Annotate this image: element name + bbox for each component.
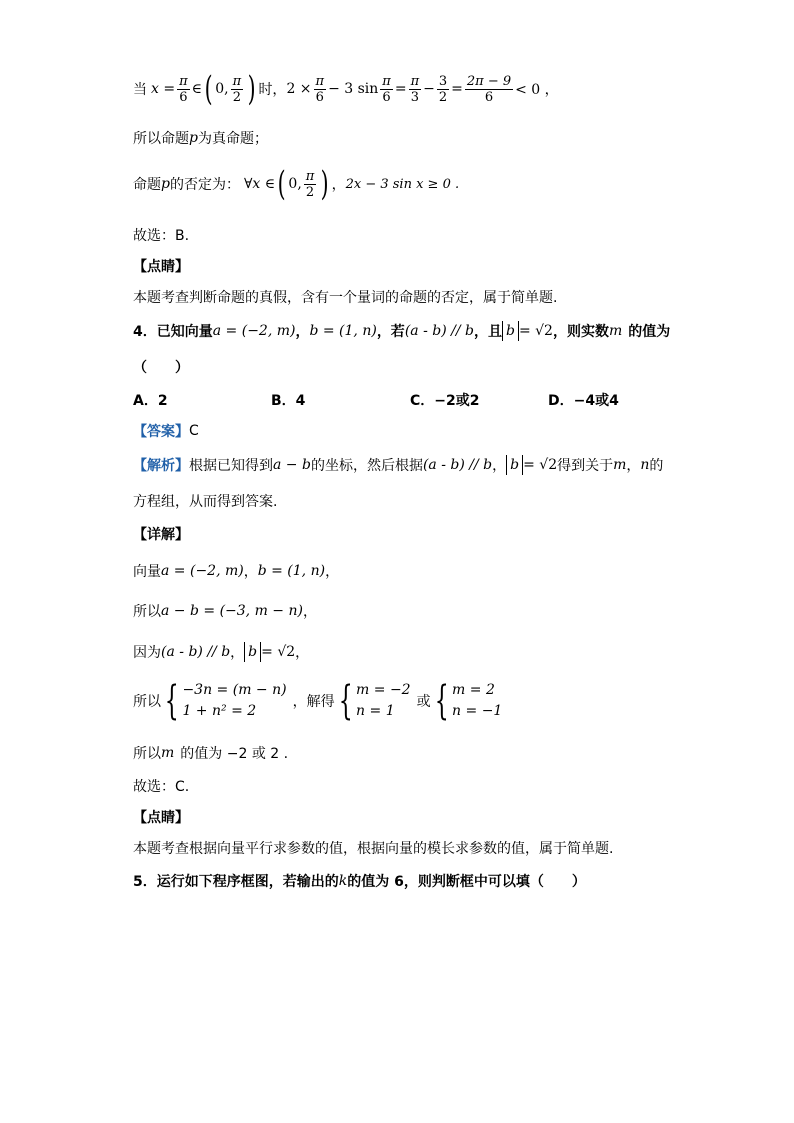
text-shi: 时， bbox=[258, 82, 287, 98]
negation-line: 命题 p 的否定为： ∀x ∈ ( 0, $\frac{\pi}{2}$ ) ， 2x − 3 sin x ≥ 0 . bbox=[133, 164, 460, 204]
comment-tag-2: 【点睛】 bbox=[133, 810, 189, 826]
solution-2: m = 2 n = −1 bbox=[452, 682, 503, 719]
option-b: B．4 bbox=[271, 393, 306, 409]
question-5: 5．运行如下程序框图，若输出的 k 的值为 6，则判断框中可以填（ ） bbox=[133, 873, 586, 890]
detail-line-5: 所以 m 的值为 −2 或 2 . bbox=[133, 745, 289, 762]
detail-line-3: 因为 (a - b) // b ， b = √2 ， bbox=[133, 644, 310, 661]
var-p: p bbox=[189, 130, 198, 146]
frac-3-2: $\frac{3}{2}$ bbox=[438, 73, 448, 105]
frac-2pi-9: $\frac{2\pi - 9}{6}$ bbox=[466, 73, 512, 105]
solution-1: m = −2 n = 1 bbox=[356, 682, 411, 719]
detail-line-1: 向量 a = (−2, m) ， b = (1, n) ， bbox=[133, 563, 340, 580]
comment-tag-1: 【点睛】 bbox=[133, 259, 189, 275]
option-c: C．−2或2 bbox=[410, 393, 480, 409]
eq-2: = bbox=[451, 81, 463, 97]
question-4-paren: （ ） bbox=[133, 360, 189, 376]
eq-1: = bbox=[394, 81, 407, 97]
expr-3sin: − 3 sin bbox=[328, 81, 379, 97]
answer-b-line: 故选：B. bbox=[133, 228, 190, 244]
detail-line-4: 所以 { −3n = (m − n) 1 + n² = 2 ，解得 { m = −2 n = 1 或 { m = 2 n = −1 bbox=[133, 678, 503, 724]
p-true-line: 所以命题 p 为真命题； bbox=[133, 130, 268, 147]
text-dang: 当 bbox=[133, 82, 147, 98]
frac-pi-3: $\frac{\pi}{3}$ bbox=[410, 73, 420, 105]
minus: − bbox=[423, 81, 435, 97]
answer-line: 【答案】 C bbox=[133, 423, 199, 440]
frac-pi-6-b: $\frac{\pi}{6}$ bbox=[315, 73, 325, 105]
option-d: D．−4或4 bbox=[548, 393, 619, 409]
detail-tag: 【详解】 bbox=[133, 527, 189, 543]
detail-line-6: 故选：C. bbox=[133, 779, 190, 795]
analysis-line-1: 【解析】 根据已知得到 a − b 的坐标，然后根据 (a - b) // b ， b = √2 得到关于 m ， n 的 bbox=[133, 457, 664, 474]
question-4: 4．已知向量 a = (−2, m) ， b = (1, n) ，若 (a - b) // b ，且 b = √2 ，则实数 m 的值为 bbox=[133, 323, 671, 340]
interval-0-pi2: ( 0, $\frac{\pi}{2}$ ) bbox=[204, 69, 256, 109]
condition-line bbox=[133, 69, 559, 109]
frac-pi-6: $\frac{\pi}{6}$ bbox=[179, 73, 188, 105]
expr-2x: 2 × bbox=[286, 81, 312, 97]
comment-text-1: 本题考查判断命题的真假，含有一个量词的命题的否定，属于简单题. bbox=[133, 290, 558, 306]
detail-line-2: 所以 a − b = (−3, m − n) ， bbox=[133, 603, 317, 620]
expr-x-eq: x = bbox=[151, 81, 176, 97]
comment-text-2: 本题考查根据向量平行求参数的值，根据向量的模长求参数的值，属于简单题. bbox=[133, 841, 614, 857]
frac-pi-6-c: $\frac{\pi}{6}$ bbox=[382, 73, 391, 105]
interval-0-pi2-neg: ( 0, $\frac{\pi}{2}$ ) bbox=[277, 164, 329, 204]
equation-system: −3n = (m − n) 1 + n² = 2 bbox=[182, 682, 287, 719]
option-a: A．2 bbox=[133, 393, 168, 409]
lt-zero: < 0 ， bbox=[515, 82, 559, 98]
analysis-line-2: 方程组，从而得到答案. bbox=[133, 494, 278, 510]
in-symbol: ∈ bbox=[191, 81, 202, 97]
